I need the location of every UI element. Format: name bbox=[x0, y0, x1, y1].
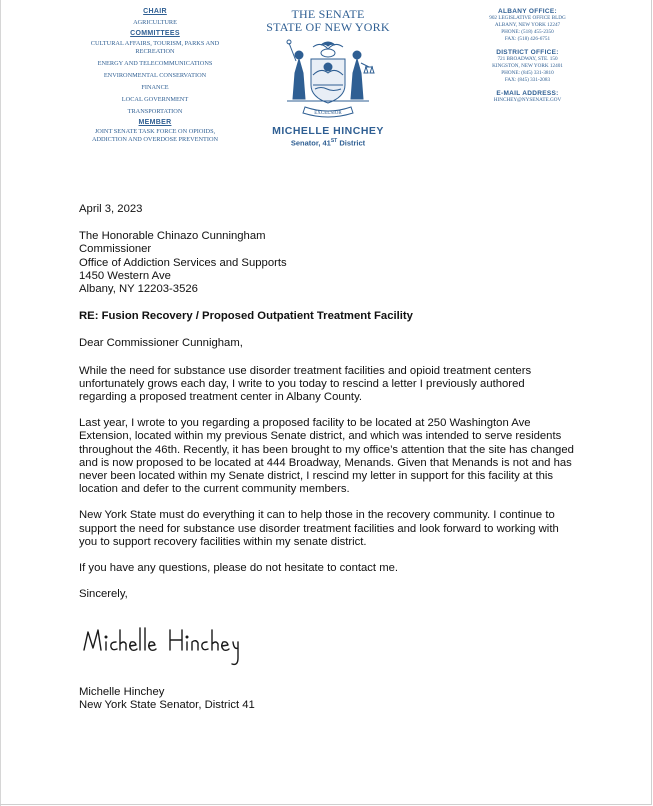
letterhead-contact bbox=[470, 8, 585, 104]
committee-item: ENVIRONMENTAL CONSERVATION bbox=[103, 72, 207, 79]
recipient-line: Office of Addiction Services and Supports bbox=[79, 256, 287, 269]
albany-office-line: PHONE: (518) 455-2350 bbox=[501, 29, 554, 35]
subject-line: RE: Fusion Recovery / Proposed Outpatient Treatment Facility bbox=[79, 310, 413, 323]
albany-office-heading: ALBANY OFFICE: bbox=[498, 8, 557, 15]
chair-item: AGRICULTURE bbox=[133, 19, 177, 26]
body-paragraph: If you have any questions, please do not hesitate to contact me. bbox=[79, 562, 399, 575]
committees-heading: COMMITTEES bbox=[130, 30, 180, 37]
district-office-line: KINGSTON, NEW YORK 12401 bbox=[492, 63, 563, 69]
senate-title-line2: STATE OF NEW YORK bbox=[266, 20, 390, 34]
signer-name: Michelle Hinchey bbox=[79, 686, 165, 698]
committee-item: TRANSPORTATION bbox=[127, 108, 183, 115]
email-heading: E-MAIL ADDRESS: bbox=[496, 90, 559, 97]
body-paragraph: Last year, I wrote to you regarding a proposed facility to be located at 250 Washington Ave Extension, located within my previous Senate district, and which was intended to serve residents throughout the 46th. Recently, it has been brought to my office’s attention that the site has changed and is now proposed to be located at 444 Broadway, Menands. Given that Menands is not and has never been located within my Senate district, I rescind my letter in support for this facility at this location and defer to the current community members. bbox=[79, 417, 574, 496]
albany-office-line: ALBANY, NEW YORK 12247 bbox=[494, 22, 561, 28]
chair-heading: CHAIR bbox=[143, 8, 167, 15]
recipient-line: The Honorable Chinazo Cunningham bbox=[79, 230, 266, 243]
district-office-heading: DISTRICT OFFICE: bbox=[496, 49, 559, 56]
salutation: Dear Commissioner Cunnigham, bbox=[79, 337, 243, 350]
committee-item: CULTURAL AFFAIRS, TOURISM, PARKS AND RECREATION bbox=[90, 40, 220, 55]
recipient-line: 1450 Western Ave bbox=[79, 269, 171, 282]
committee-item: ENERGY AND TELECOMMUNICATIONS bbox=[97, 60, 213, 67]
letterhead-center bbox=[248, 8, 408, 148]
district-office-line: 721 BROADWAY, STE. 150 bbox=[497, 56, 558, 62]
senate-title-line1: THE SENATE bbox=[291, 7, 365, 21]
recipient-line: Albany, NY 12203-3526 bbox=[79, 283, 198, 296]
seal-motto: EXCELSIOR bbox=[314, 111, 342, 116]
signature-block bbox=[79, 686, 255, 712]
district-office-line: PHONE: (845) 331-3810 bbox=[501, 70, 554, 76]
email-address: HINCHEY@NYSENATE.GOV bbox=[493, 97, 562, 103]
letter-body bbox=[79, 203, 574, 601]
closing: Sincerely, bbox=[79, 588, 128, 601]
recipient-line: Commissioner bbox=[79, 243, 152, 256]
member-item: JOINT SENATE TASK FORCE ON OPIOIDS, ADDICTION AND OVERDOSE PREVENTION bbox=[91, 128, 219, 143]
albany-office-line: FAX: (518) 426-6751 bbox=[504, 36, 551, 42]
letter-date: April 3, 2023 bbox=[79, 203, 143, 215]
committee-item: FINANCE bbox=[141, 84, 169, 91]
body-paragraph: While the need for substance use disorder treatment facilities and opioid treatment centers unfortunately grows each day, I write to you today to rescind a letter I previously authored regarding a proposed treatment center in Albany County. bbox=[79, 364, 532, 404]
recipient-address bbox=[79, 230, 574, 296]
member-heading: MEMBER bbox=[138, 119, 172, 126]
signer-title: New York State Senator, District 41 bbox=[79, 699, 255, 712]
body-paragraph: New York State must do everything it can to help those in the recovery community. I continue to support the need for substance use disorder treatment facilities and look forward to working with you to support recovery facilities within my senate district. bbox=[79, 509, 559, 548]
letterhead-committees bbox=[80, 8, 230, 144]
senator-title: Senator, 41ST District bbox=[290, 138, 366, 148]
district-office-line: FAX: (845) 331-2083 bbox=[504, 77, 551, 83]
senator-name: MICHELLE HINCHEY bbox=[272, 125, 384, 137]
committee-item: LOCAL GOVERNMENT bbox=[121, 96, 189, 103]
albany-office-line: 902 LEGISLATIVE OFFICE BLDG bbox=[489, 15, 566, 21]
handwritten-signature bbox=[78, 620, 248, 670]
new-york-state-seal-icon bbox=[269, 37, 387, 123]
